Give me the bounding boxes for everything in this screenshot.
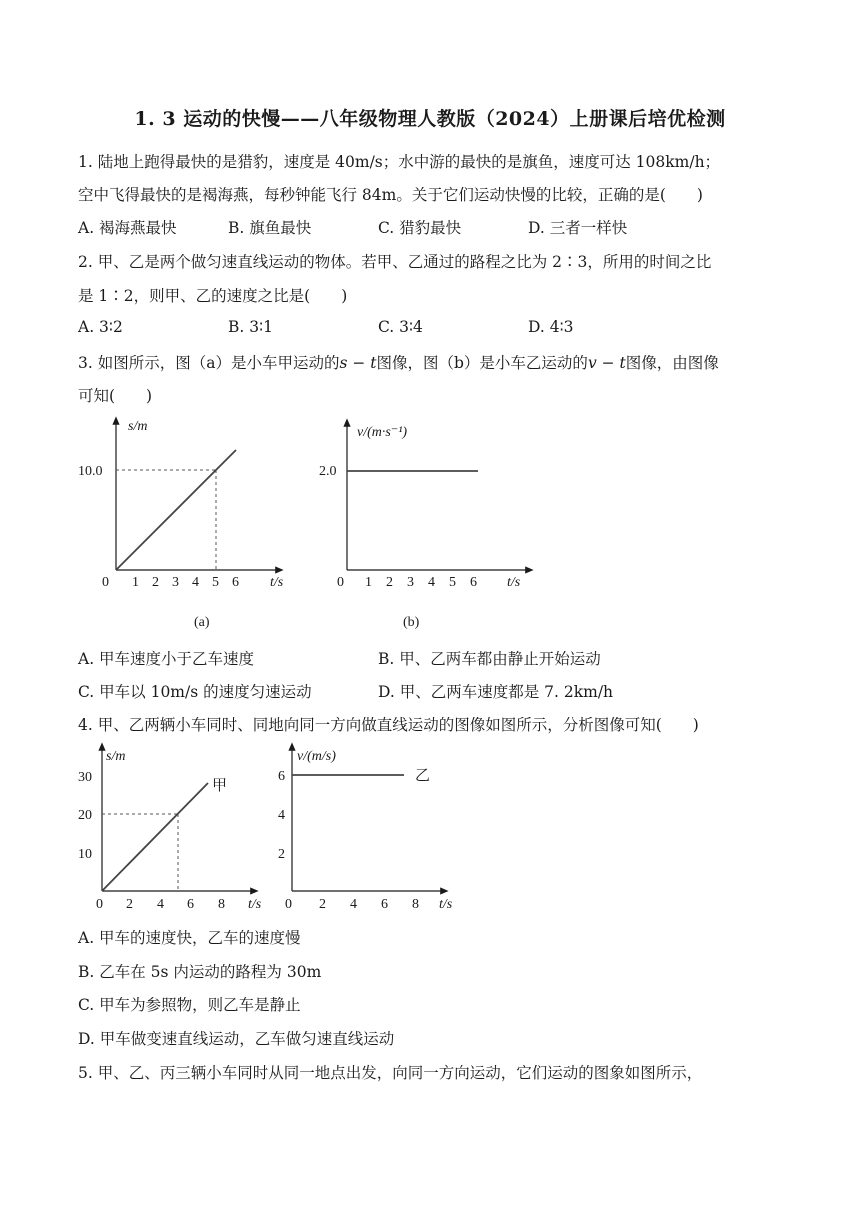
y-tick-4: 4: [278, 808, 285, 823]
q3-figure-a: [70, 410, 310, 640]
x-tick-labels: [285, 897, 419, 912]
x-tick-1: 1: [132, 575, 139, 590]
series-label-jia: 甲: [212, 778, 228, 794]
q3-figure-b: [305, 410, 545, 640]
q5-text-line1: 5. 甲、乙、丙三辆小车同时从同一地点出发，向同一方向运动，它们运动的图象如图所示，: [78, 1064, 703, 1082]
x-tick-3: 3: [172, 575, 179, 590]
q4-option-a: A. 甲车的速度快，乙车的速度慢: [78, 929, 301, 947]
y-axis-label: v/(m·s⁻¹): [357, 425, 408, 440]
x-tick-4: 4: [428, 575, 435, 590]
q3-text-part1: 3. 如图所示，图（a）是小车甲运动的: [78, 354, 340, 372]
series-line: [116, 450, 236, 570]
x-tick-labels: [337, 575, 477, 590]
q3-text-part3: 图像，由图像: [625, 354, 719, 372]
q1-option-a: A. 褐海燕最快: [78, 219, 177, 237]
y-axis-label: v/(m/s): [297, 749, 336, 764]
x-tick-8: 8: [412, 897, 419, 912]
q1-option-d: D. 三者一样快: [528, 219, 628, 237]
figure-caption-a: (a): [194, 615, 210, 630]
y-tick-6: 6: [278, 769, 285, 784]
q4-text-line1: 4. 甲、乙两辆小车同时、同地向同一方向做直线运动的图像如图所示，分析图像可知( ): [78, 716, 699, 734]
x-tick-6: 6: [232, 575, 239, 590]
x-tick-2: 2: [319, 897, 326, 912]
x-tick-6: 6: [187, 897, 194, 912]
q2-option-a: A. 3∶2: [78, 318, 123, 336]
q2-option-d: D. 4∶3: [528, 318, 574, 336]
x-axis-label: t/s: [439, 897, 453, 912]
q3-text-part2: 图像，图（b）是小车乙运动的: [376, 354, 588, 372]
series-label-yi: 乙: [415, 768, 431, 784]
x-tick-5: 5: [212, 575, 219, 590]
q4-option-b: B. 乙车在 5s 内运动的路程为 30m: [78, 963, 322, 981]
y-tick-20: 20: [78, 808, 92, 823]
x-tick-0: 0: [96, 897, 103, 912]
q4-option-c: C. 甲车为参照物，则乙车是静止: [78, 996, 301, 1014]
x-tick-0: 0: [102, 575, 109, 590]
x-tick-0: 0: [285, 897, 292, 912]
q4-figure-velocity: [275, 738, 475, 918]
x-axis-label: t/s: [248, 897, 262, 912]
x-tick-4: 4: [157, 897, 164, 912]
x-tick-4: 4: [350, 897, 357, 912]
y-tick-30: 30: [78, 770, 92, 785]
y-tick-10: 10: [78, 847, 92, 862]
x-tick-labels: [102, 575, 239, 590]
x-tick-3: 3: [407, 575, 414, 590]
series-line-jia: [102, 783, 208, 891]
q2-text-line2: 是 1∶2，则甲、乙的速度之比是( ): [78, 287, 348, 305]
y-tick-2: 2: [278, 847, 285, 862]
figure-caption-b: (b): [403, 615, 420, 630]
x-tick-5: 5: [449, 575, 456, 590]
x-tick-2: 2: [386, 575, 393, 590]
x-tick-6: 6: [470, 575, 477, 590]
q2-text-line1: 2. 甲、乙是两个做匀速直线运动的物体。若甲、乙通过的路程之比为 2∶3，所用的时间之比: [78, 253, 712, 271]
q2-option-c: C. 3∶4: [378, 318, 423, 336]
q3-option-b: B. 甲、乙两车都由静止开始运动: [378, 650, 601, 668]
x-tick-2: 2: [152, 575, 159, 590]
x-tick-6: 6: [381, 897, 388, 912]
q1-option-b: B. 旗鱼最快: [228, 219, 312, 237]
x-tick-0: 0: [337, 575, 344, 590]
q3-option-d: D. 甲、乙两车速度都是 7. 2km/h: [378, 683, 614, 701]
q3-vt-symbol: v − t: [587, 354, 626, 372]
y-tick-label: 10.0: [78, 464, 103, 479]
y-axis-label: s/m: [128, 419, 148, 434]
x-axis-label: t/s: [507, 575, 521, 590]
x-tick-4: 4: [192, 575, 199, 590]
y-tick-label: 2.0: [319, 464, 337, 479]
x-tick-1: 1: [365, 575, 372, 590]
q3-text-line1: [78, 351, 719, 373]
q4-option-d: D. 甲车做变速直线运动，乙车做匀速直线运动: [78, 1030, 395, 1048]
q4-figure-distance: [70, 738, 270, 918]
q3-option-a: A. 甲车速度小于乙车速度: [78, 650, 255, 668]
q1-text-line1: 1. 陆地上跑得最快的是猎豹，速度是 40m/s；水中游的最快的是旗鱼，速度可达 108km/h；: [78, 153, 721, 171]
x-tick-2: 2: [126, 897, 133, 912]
x-tick-8: 8: [218, 897, 225, 912]
q3-option-c: C. 甲车以 10m/s 的速度匀速运动: [78, 683, 312, 701]
x-axis-label: t/s: [270, 575, 284, 590]
x-tick-labels: [96, 897, 225, 912]
q1-text-line2: 空中飞得最快的是褐海燕，每秒钟能飞行 84m。关于它们运动快慢的比较，正确的是( ): [78, 186, 703, 204]
q3-st-symbol: s − t: [339, 354, 377, 372]
q3-text-line2: 可知( ): [78, 387, 153, 405]
q1-option-c: C. 猎豹最快: [378, 219, 462, 237]
q2-option-b: B. 3∶1: [228, 318, 274, 336]
y-axis-label: s/m: [106, 749, 126, 764]
page-title: 1. 3 运动的快慢——八年级物理人教版（2024）上册课后培优检测: [134, 108, 726, 130]
